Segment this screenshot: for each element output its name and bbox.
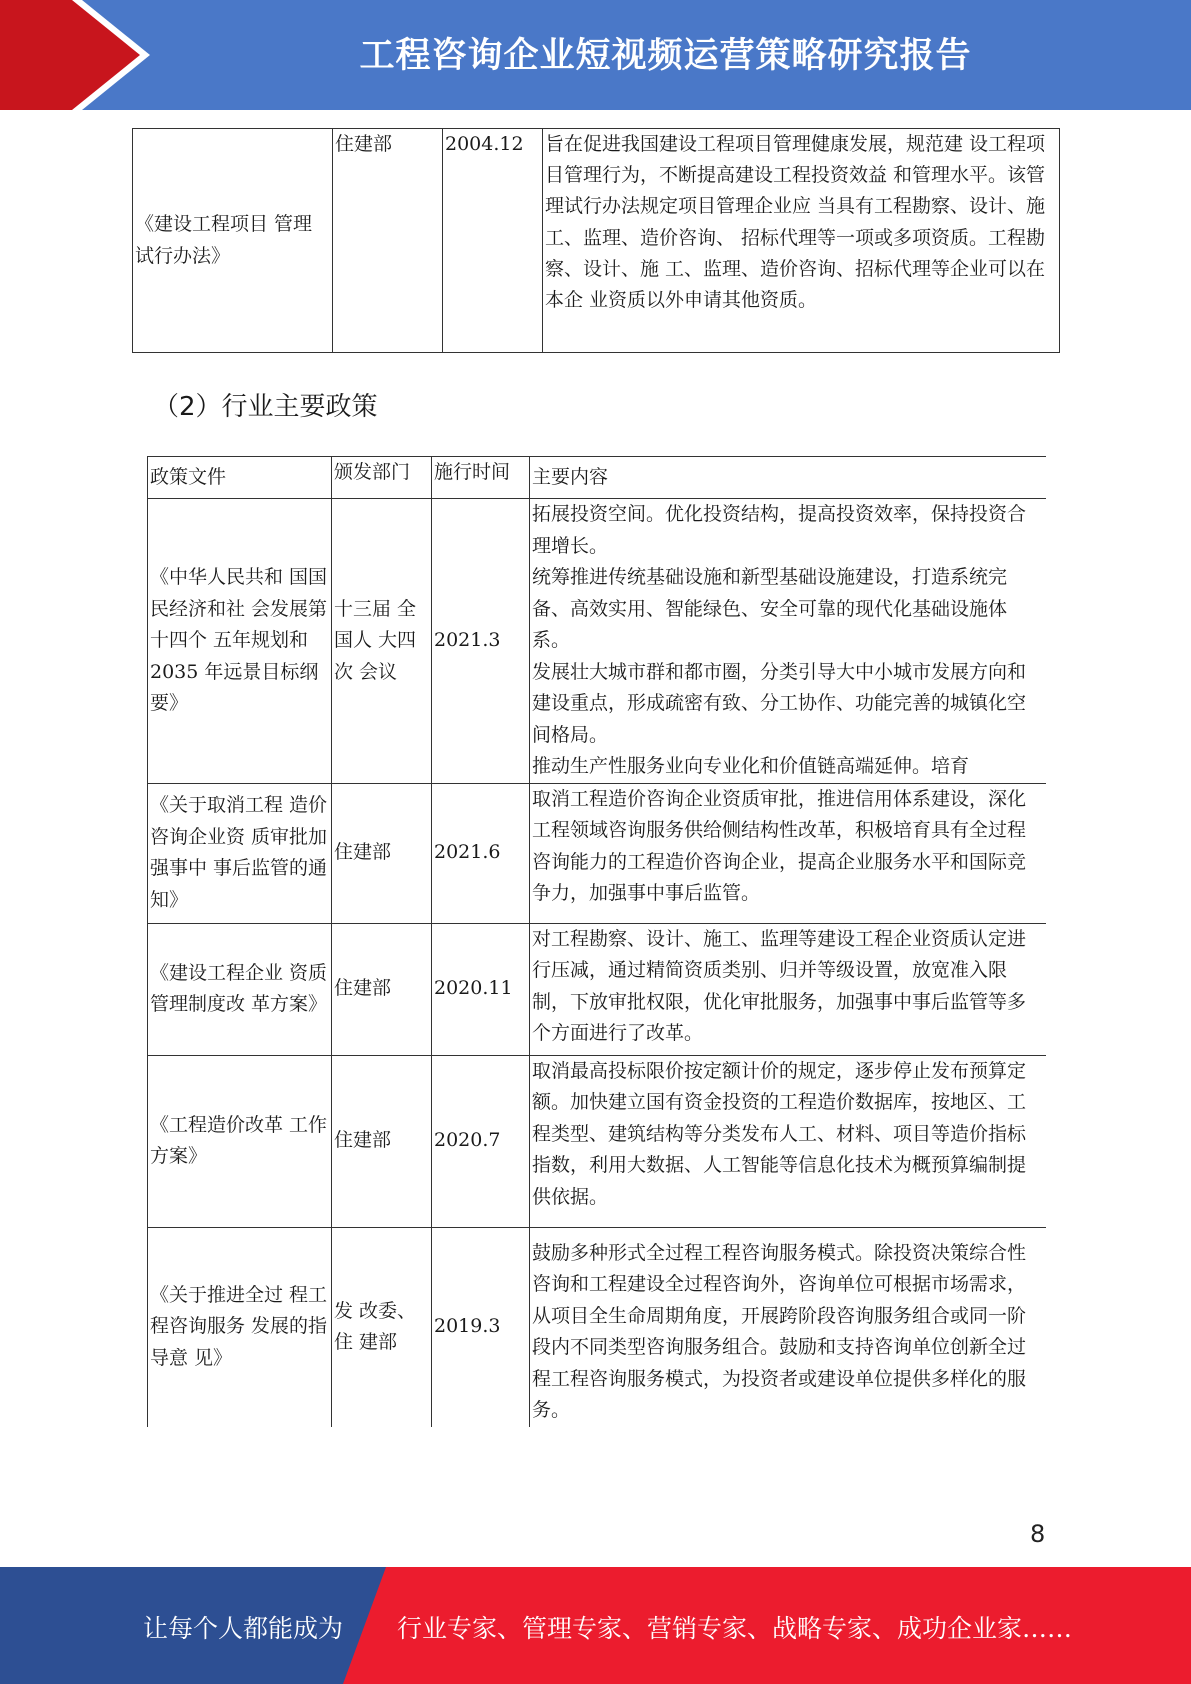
- section-heading: （2）行业主要政策: [153, 392, 378, 422]
- policy-table-continued: [132, 128, 1060, 353]
- policy-department-cell: 住建部: [333, 129, 443, 353]
- report-title: 工程咨询企业短视频运营策略研究报告: [359, 36, 972, 76]
- header-arrow-icon: [0, 0, 140, 110]
- policy-department-cell: 住建部: [332, 1055, 432, 1227]
- header-content: 主要内容: [530, 457, 1046, 499]
- header-department: 颁发部门: [332, 457, 432, 499]
- industry-policy-table: [147, 456, 1046, 1427]
- policy-date-cell: 2004.12: [443, 129, 543, 353]
- policy-document-cell: 《工程造价改革 工作方案》: [148, 1055, 332, 1227]
- policy-date-cell: 2021.3: [432, 499, 530, 784]
- policy-document-cell: 《关于推进全过 程工程咨询服务 发展的指导意 见》: [148, 1227, 332, 1427]
- policy-date-cell: 2021.6: [432, 783, 530, 923]
- policy-department-cell: 住建部: [332, 923, 432, 1055]
- policy-document-cell: 《建设工程项目 管理试行办法》: [133, 129, 333, 353]
- table-row: [148, 923, 1046, 1055]
- page-header: [0, 0, 1191, 110]
- table-row: [148, 499, 1046, 784]
- policy-content-cell: 对工程勘察、设计、施工、监理等建设工程企业资质认定进行压减，通过精简资质类别、归并等级设置，放宽准入限制，下放审批权限，优化审批服务，加强事中事后监管等多个方面进行了改革。: [530, 923, 1046, 1055]
- table-header-row: [148, 457, 1046, 499]
- policy-content-cell: 旨在促进我国建设工程项目管理健康发展，规范建 设工程项目管理行为，不断提高建设工程投资效益 和管理水平。该管理试行办法规定项目管理企业应 当具有工程勘察、设计、施工、监理、造价咨询、 招标代理等一项或多项资质。工程勘察、设计、施 工、监理、造价咨询、招标代理等企业可以在本企 业资质以外申请其他资质。: [543, 129, 1060, 353]
- policy-content-cell: 取消工程造价咨询企业资质审批，推进信用体系建设，深化工程领域咨询服务供给侧结构性改革，积极培育具有全过程咨询能力的工程造价咨询企业，提高企业服务水平和国际竞争力，加强事中事后监管。: [530, 783, 1046, 923]
- table-row: [148, 1055, 1046, 1227]
- policy-department-cell: 住建部: [332, 783, 432, 923]
- page-footer: [0, 1567, 1191, 1684]
- policy-date-cell: 2020.7: [432, 1055, 530, 1227]
- table-row: [148, 783, 1046, 923]
- policy-date-cell: 2019.3: [432, 1227, 530, 1427]
- header-policy-document: 政策文件: [148, 457, 332, 499]
- policy-content-cell: 取消最高投标限价按定额计价的规定，逐步停止发布预算定额。加快建立国有资金投资的工程造价数据库，按地区、工程类型、建筑结构等分类发布人工、材料、项目等造价指标指数，利用大数据、人工智能等信息化技术为概预算编制提供依据。: [530, 1055, 1046, 1227]
- policy-document-cell: 《关于取消工程 造价咨询企业资 质审批加强事中 事后监管的通 知》: [148, 783, 332, 923]
- policy-department-cell: 发 改委、住 建部: [332, 1227, 432, 1427]
- header-date: 施行时间: [432, 457, 530, 499]
- policy-date-cell: 2020.11: [432, 923, 530, 1055]
- policy-document-cell: 《中华人民共和 国国民经济和社 会发展第十四个 五年规划和 2035 年远景目标纲 要》: [148, 499, 332, 784]
- page-number: 8: [1030, 1520, 1046, 1548]
- policy-content-cell: 拓展投资空间。优化投资结构，提高投资效率，保持投资合理增长。 统筹推进传统基础设施和新型基础设施建设，打造系统完备、高效实用、智能绿色、安全可靠的现代化基础设施体系。 发展壮大城市群和都市圈，分类引导大中小城市发展方向和建设重点，形成疏密有致、分工协作、功能完善的城镇化空间格局。 推动生产性服务业向专业化和价值链高端延伸。培育: [530, 499, 1046, 784]
- policy-content-cell: 鼓励多种形式全过程工程咨询服务模式。除投资决策综合性咨询和工程建设全过程咨询外，咨询单位可根据市场需求，从项目全生命周期角度，开展跨阶段咨询服务组合或同一阶段内不同类型咨询服务组合。鼓励和支持咨询单位创新全过程工程咨询服务模式，为投资者或建设单位提供多样化的服务。: [530, 1227, 1046, 1427]
- policy-document-cell: 《建设工程企业 资质管理制度改 革方案》: [148, 923, 332, 1055]
- footer-slogan-left: 让每个人都能成为: [143, 1614, 344, 1643]
- table-row: [148, 1227, 1046, 1427]
- table-row: [133, 129, 1060, 353]
- policy-department-cell: 十三届 全国人 大四次 会议: [332, 499, 432, 784]
- footer-slogan-right: 行业专家、管理专家、营销专家、战略专家、成功企业家……: [397, 1614, 1073, 1643]
